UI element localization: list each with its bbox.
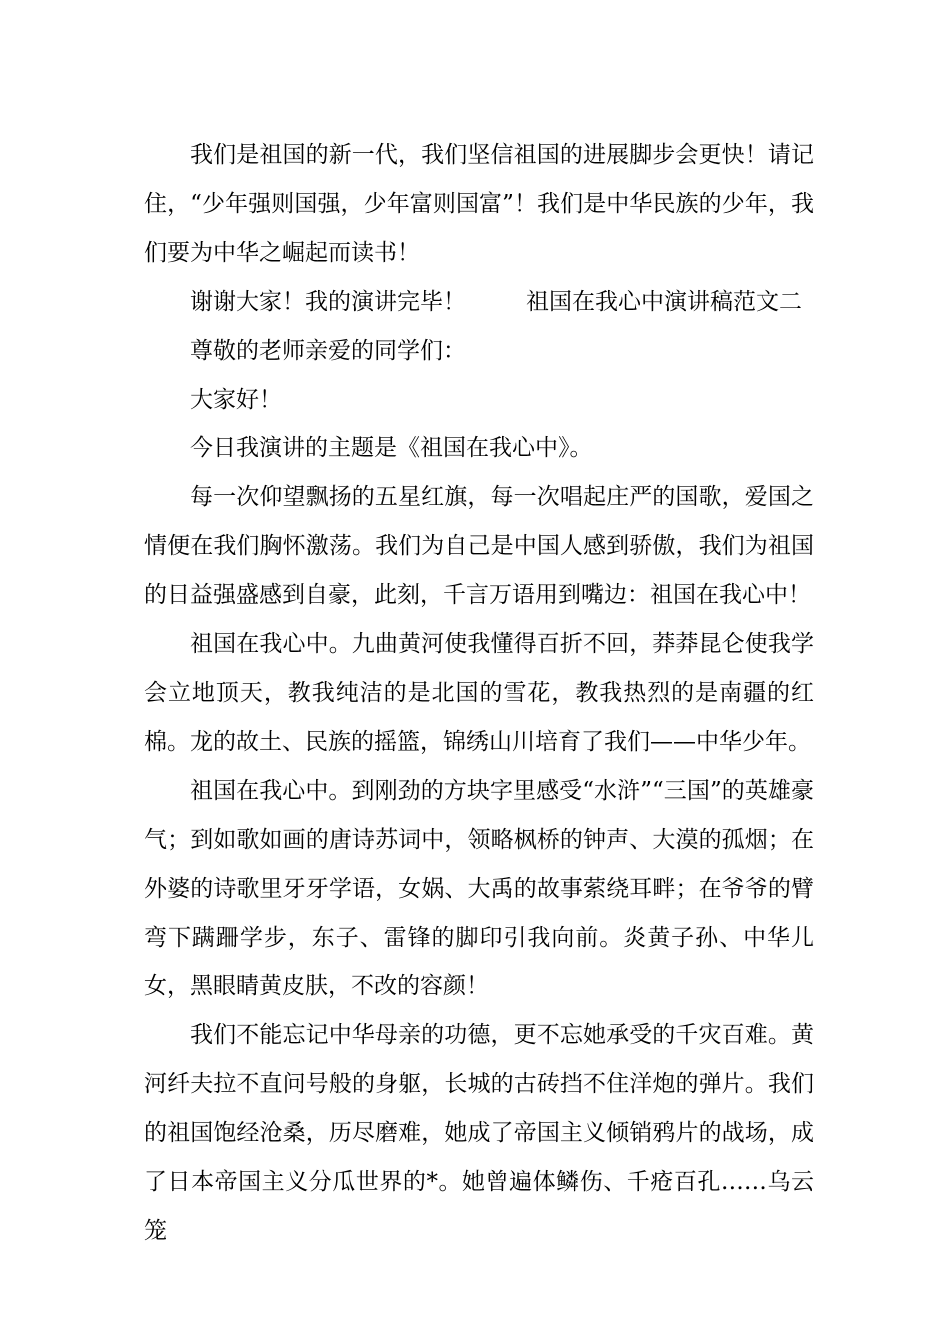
paragraph: 我们不能忘记中华母亲的功德，更不忘她承受的千灾百难。黄河纤夫拉不直问号般的身躯，长城的古砖挡不住洋炮的弹片。我们的祖国饱经沧桑，历尽磨难，她成了帝国主义倾销鸦片的战场，成了日本帝国主义分瓜世界的*。她曾遍体鳞伤、千疮百孔……乌云笼 xyxy=(144,1022,814,1244)
paragraph-with-title xyxy=(144,278,814,327)
paragraph: 每一次仰望飘扬的五星红旗，每一次唱起庄严的国歌，爱国之情便在我们胸怀激荡。我们为自己是中国人感到骄傲，我们为祖国的日益强盛感到自豪，此刻，千言万语用到嘴边：祖国在我心中！ xyxy=(144,484,814,609)
paragraph: 祖国在我心中。到刚劲的方块字里感受“水浒”“三国”的英雄豪气；到如歌如画的唐诗苏词中，领略枫桥的钟声、大漠的孤烟；在外婆的诗歌里牙牙学语，女娲、大禹的故事萦绕耳畔；在爷爷的臂弯下蹒跚学步，东子、雷锋的脚印引我向前。炎黄子孙、中华儿女，黑眼睛黄皮肤，不改的容颜！ xyxy=(144,777,814,1000)
document-body xyxy=(144,131,814,1256)
paragraph: 大家好！ xyxy=(190,386,282,413)
paragraph: 今日我演讲的主题是《祖国在我心中》。 xyxy=(190,435,593,462)
paragraph: 尊敬的老师亲爱的同学们： xyxy=(190,337,466,364)
paragraph: 我们是祖国的新一代，我们坚信祖国的进展脚步会更快！请记住，“少年强则国强，少年富则国富”！我们是中华民族的少年，我们要为中华之崛起而读书！ xyxy=(144,142,814,266)
paragraph-text: 谢谢大家！我的演讲完毕！ xyxy=(190,288,466,315)
paragraph: 祖国在我心中。九曲黄河使我懂得百折不回，莽莽昆仑使我学会立地顶天，教我纯洁的是北国的雪花，教我热烈的是南疆的红棉。龙的故土、民族的摇篮，锦绣山川培育了我们——中华少年。 xyxy=(144,631,814,755)
inline-title: 祖国在我心中演讲稿范文二 xyxy=(526,288,802,315)
